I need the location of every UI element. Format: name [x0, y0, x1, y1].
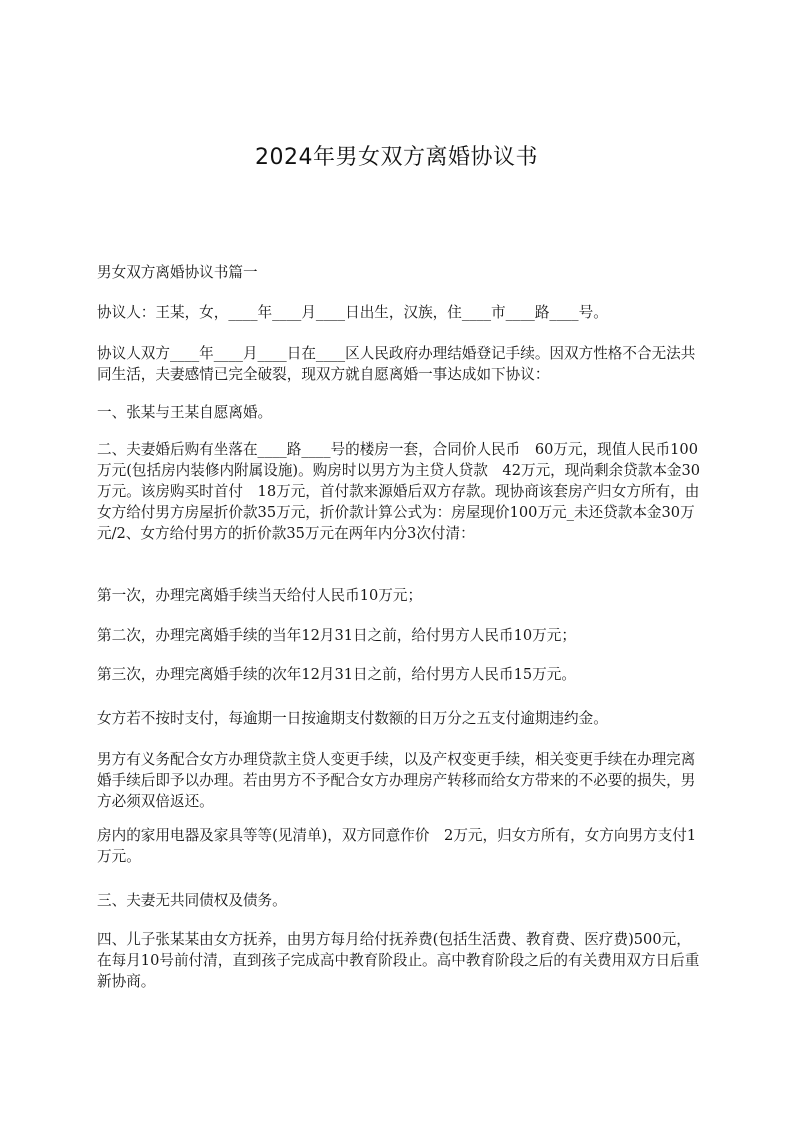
clause-3-paragraph: 三、夫妻无共同债权及债务。: [97, 892, 287, 909]
payment-1-paragraph: 第一次，办理完离婚手续当天给付人民币10万元；: [97, 587, 423, 604]
section-heading: 男女双方离婚协议书篇一: [97, 264, 258, 281]
transfer-obligation-paragraph: 男方有义务配合女方办理贷款主贷人变更手续，以及产权变更手续，相关变更手续在办理完离婚手续后即予以办理。若由男方不予配合女方办理房产转移而给女方带来的不必要的损失，男方必须双倍返还。: [97, 751, 696, 810]
party-info-paragraph: 协议人：王某，女，____年____月____日出生，汉族，住____市____路____号。: [97, 304, 608, 321]
clause-2-paragraph: 二、夫妻婚后购有坐落在____路____号的楼房一套，合同价人民币 60万元，现值人民币100万元(包括房内装修内附属设施)。购房时以男方为主贷人贷款 42万元，现尚剩余贷款本金30万元。该房购买时首付 18万元，首付款来源婚后双方存款。现协商该套房产归女方所有，由女方给付男方房屋折价款35万元，折价款计算公式为：房屋现价100万元_未还贷款本金30万元/2、女方给付男方的折价款35万元在两年内分3次付清：: [97, 441, 701, 542]
clause-4-paragraph: 四、儿子张某某由女方抚养，由男方每月给付抚养费(包括生活费、教育费、医疗费)500元，在每月10号前付清，直到孩子完成高中教育阶段止。高中教育阶段之后的有关费用双方日后重新协商。: [97, 931, 700, 990]
marriage-registration-paragraph: 协议人双方____年____月____日在____区人民政府办理结婚登记手续。因双方性格不合无法共同生活，夫妻感情已完全破裂，现双方就自愿离婚一事达成如下协议：: [97, 345, 696, 383]
clause-1-paragraph: 一、张某与王某自愿离婚。: [97, 404, 273, 421]
furniture-paragraph: 房内的家用电器及家具等等(见清单)，双方同意作价 2万元，归女方所有，女方向男方支付1万元。: [97, 827, 697, 865]
document-title: 2024年男女双方离婚协议书: [255, 145, 538, 170]
payment-3-paragraph: 第三次，办理完离婚手续的次年12月31日之前，给付男方人民币15万元。: [97, 666, 576, 683]
late-payment-paragraph: 女方若不按时支付，每逾期一日按逾期支付数额的日万分之五支付逾期违约金。: [97, 710, 608, 727]
payment-2-paragraph: 第二次，办理完离婚手续的当年12月31日之前，给付男方人民币10万元；: [97, 627, 576, 644]
